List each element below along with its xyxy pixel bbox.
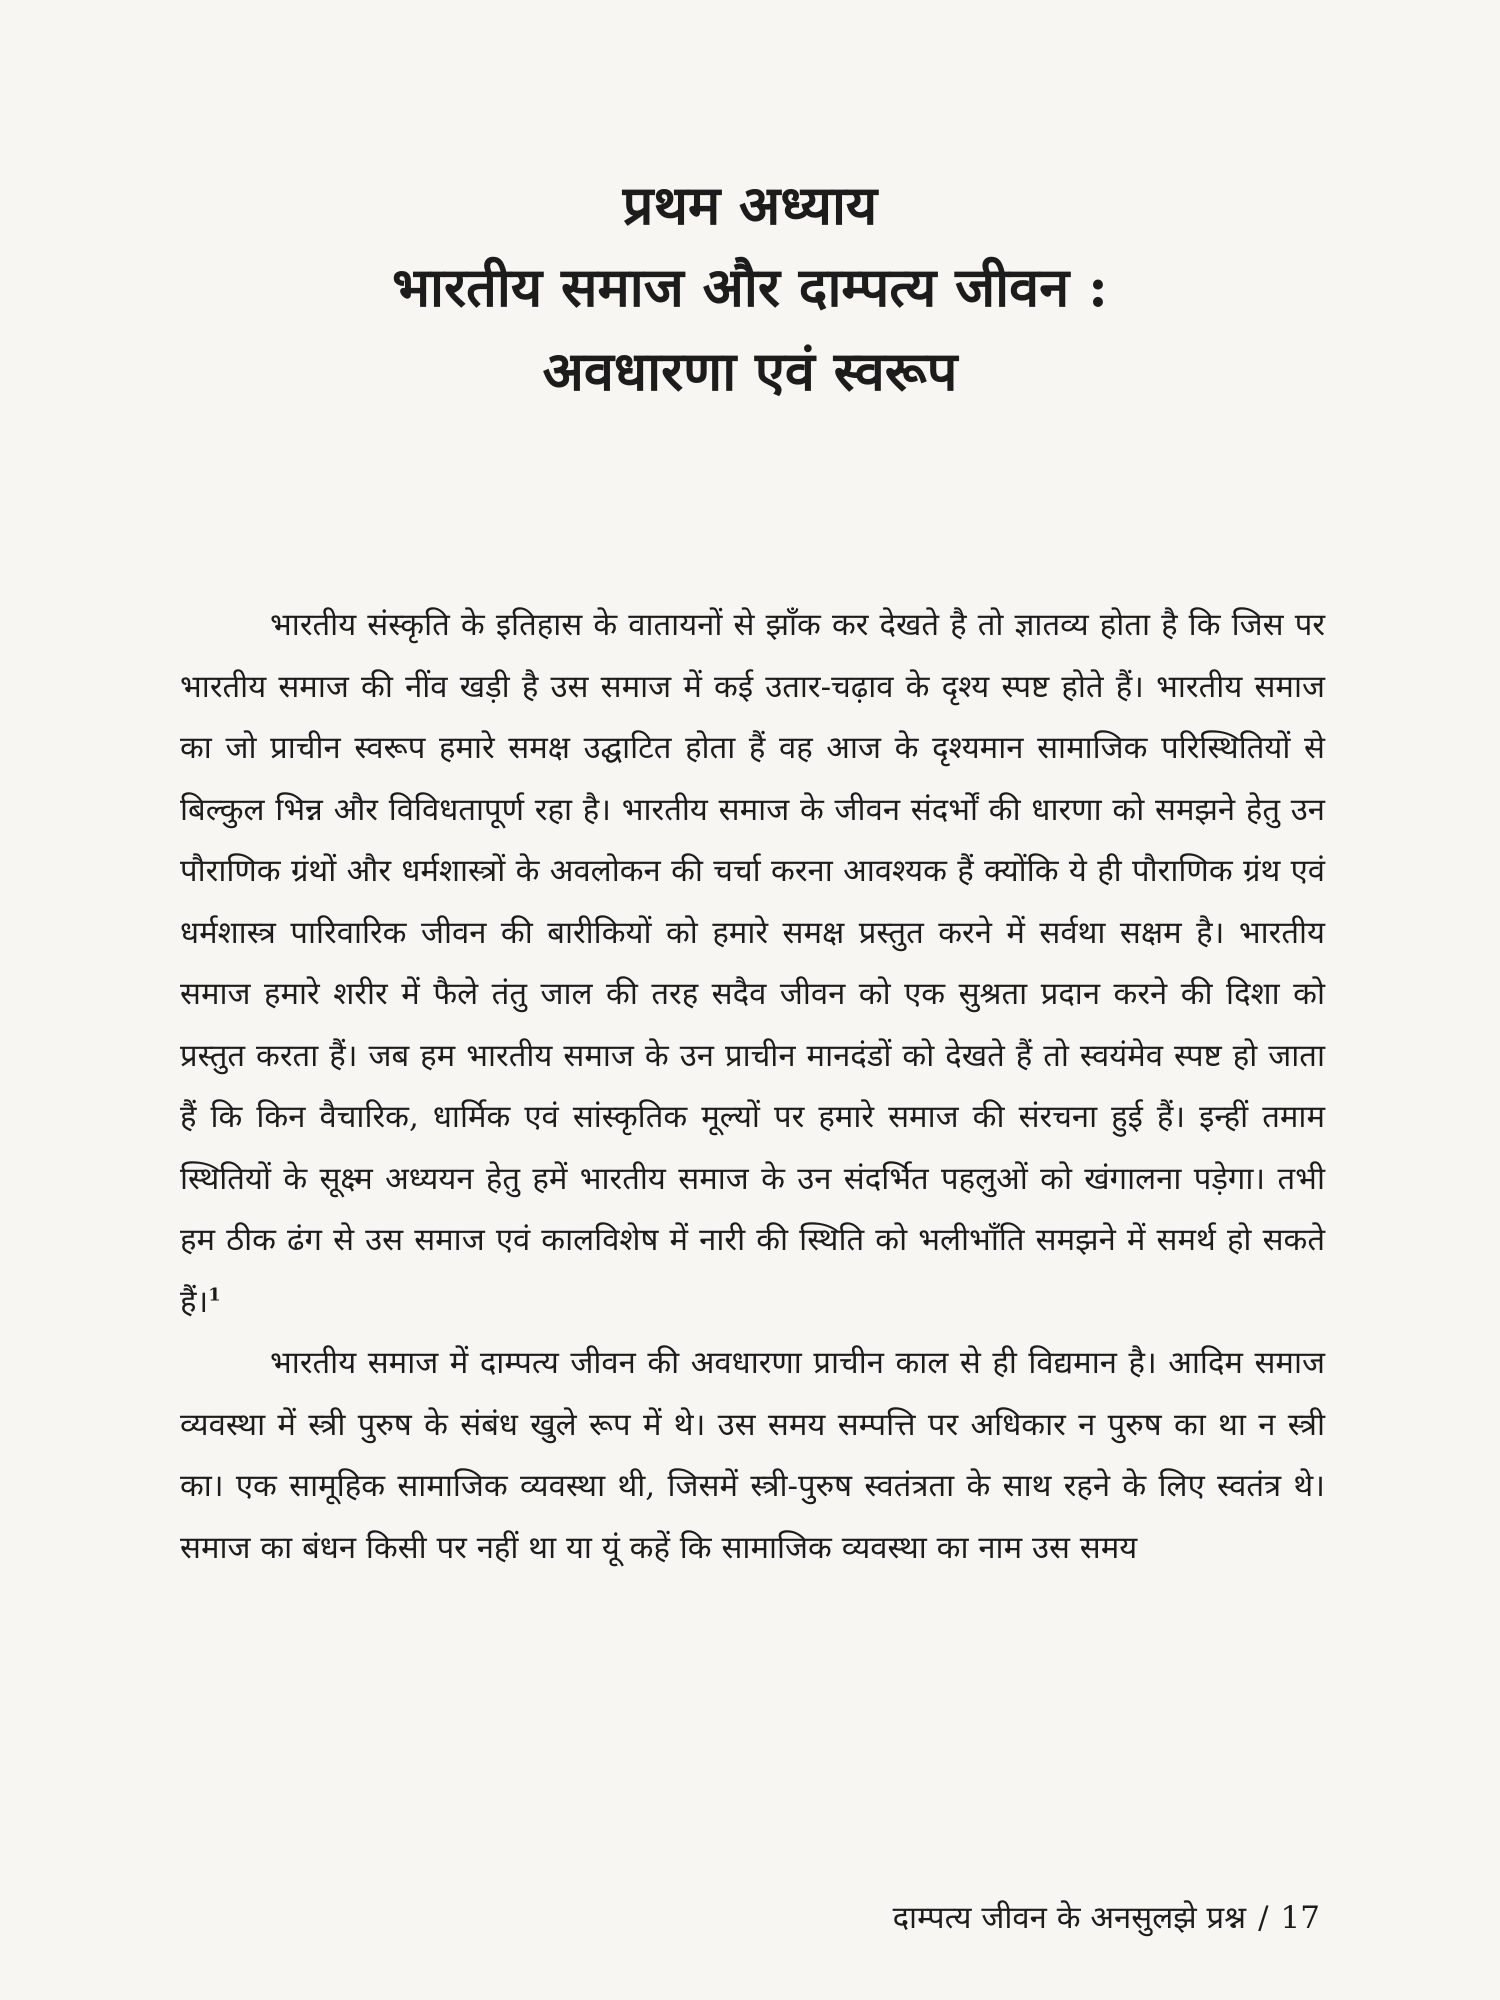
paragraph-2-text: भारतीय समाज में दाम्पत्य जीवन की अवधारणा प्राचीन काल से ही विद्यमान है। आदिम समाज व्यवस्था में स्त्री पुरुष के संबंध खुले रूप में थे। उस समय सम्पत्ति पर अधिकार न पुरुष का था न स्त्री का। एक सामूहिक सामाजिक व्यवस्था थी, जिसमें स्त्री-पुरुष स्वतंत्रता के साथ रहने के लिए स्वतंत्र थे। समाज का बंधन किसी पर नहीं था या यूं कहें कि सामाजिक व्यवस्था का नाम उस समय [180, 1345, 1325, 1566]
paragraph-1 [180, 595, 1325, 1333]
paragraph-1-text: भारतीय संस्कृति के इतिहास के वातायनों से झाँक कर देखते है तो ज्ञातव्य होता है कि जिस पर भारतीय समाज की नींव खड़ी है उस समाज में कई उतार-चढ़ाव के दृश्य स्पष्ट होते हैं। भारतीय समाज का जो प्राचीन स्वरूप हमारे समक्ष उद्घाटित होता हैं वह आज के दृश्यमान सामाजिक परिस्थितियों से बिल्कुल भिन्न और विविधतापूर्ण रहा है। भारतीय समाज के जीवन संदर्भों की धारणा को समझने हेतु उन पौराणिक ग्रंथों और धर्मशास्त्रों के अवलोकन की चर्चा करना आवश्यक हैं क्योंकि ये ही पौराणिक ग्रंथ एवं धर्मशास्त्र पारिवारिक जीवन की बारीकियों को हमारे समक्ष प्रस्तुत करने में सर्वथा सक्षम है। भारतीय समाज हमारे शरीर में फैले तंतु जाल की तरह सदैव जीवन को एक सुश्रता प्रदान करने की दिशा को प्रस्तुत करता हैं। जब हम भारतीय समाज के उन प्राचीन मानदंडों को देखते हैं तो स्वयंमेव स्पष्ट हो जाता हैं कि किन वैचारिक, धार्मिक एवं सांस्कृतिक मूल्यों पर हमारे समाज की संरचना हुई हैं। इन्हीं तमाम स्थितियों के सूक्ष्म अध्ययन हेतु हमें भारतीय समाज के उन संदर्भित पहलुओं को खंगालना पड़ेगा। तभी हम ठीक ढंग से उस समाज एवं कालविशेष में नारी की स्थिति को भलीभाँति समझने में समर्थ हो सकते हैं। [180, 607, 1325, 1320]
chapter-title-line-2: अवधारणा एवं स्वरूप [542, 339, 958, 403]
body-text [180, 595, 1325, 1579]
footer-separator: / [1258, 1900, 1269, 1936]
paragraph-2 [180, 1333, 1325, 1579]
running-footer [893, 1898, 1320, 1938]
chapter-title-line-1: भारतीय समाज और दाम्पत्य जीवन : [392, 255, 1108, 319]
page-number: 17 [1280, 1900, 1320, 1936]
chapter-header [0, 165, 1500, 413]
footnote-reference: 1 [208, 1284, 221, 1306]
footer-book-title: दाम्पत्य जीवन के अनसुलझे प्रश्न [892, 1900, 1247, 1936]
chapter-number: प्रथम अध्याय [622, 173, 878, 237]
